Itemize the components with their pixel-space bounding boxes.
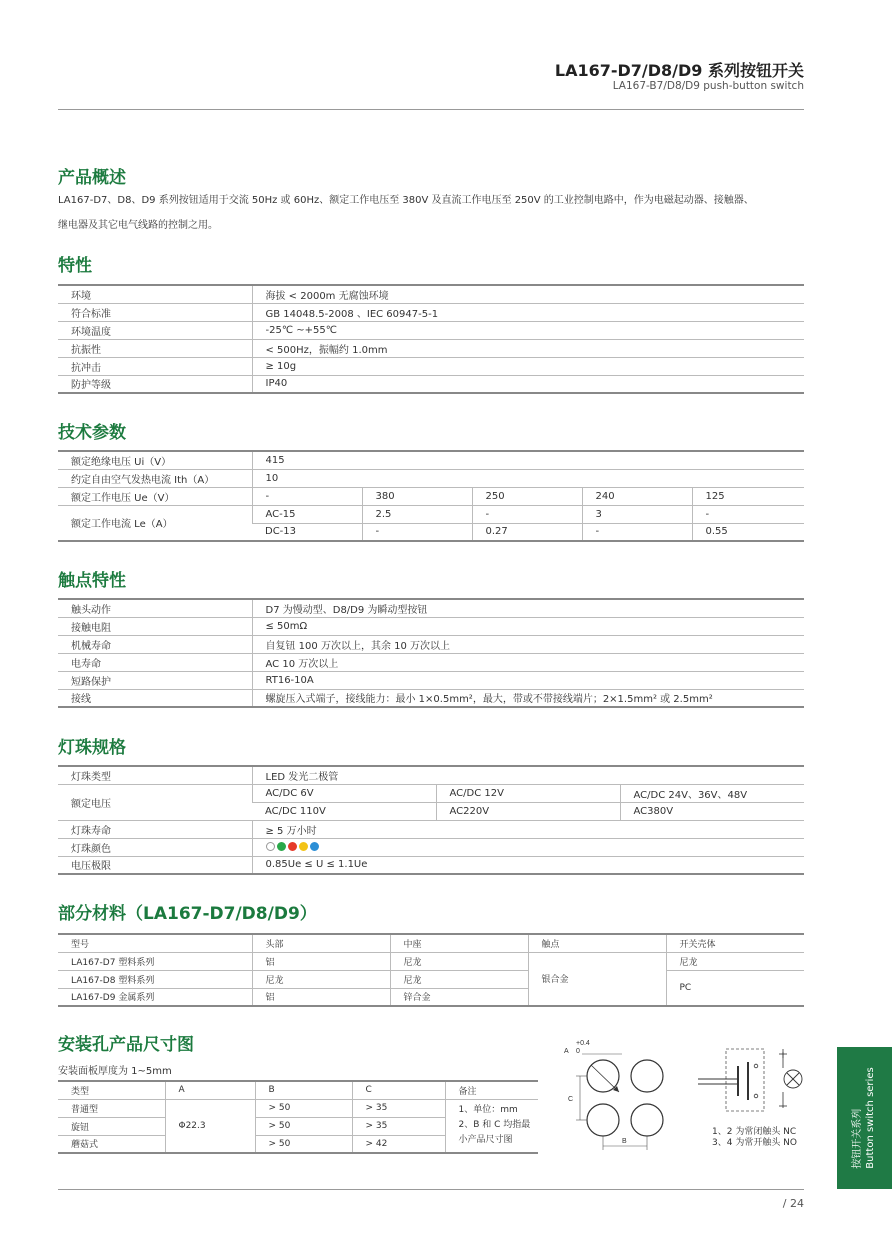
row-label: 额定工作电流 Le（A） xyxy=(58,505,252,541)
table-cell: > 50 xyxy=(255,1099,352,1117)
hole-circle xyxy=(587,1104,619,1136)
nc-note: 1、2 为常闭触头 NC xyxy=(712,1127,797,1137)
table-cell: LA167-D7 塑料系列 xyxy=(58,952,252,970)
mount-table xyxy=(58,1080,538,1154)
row-value: GB 14048.5-2008 、IEC 60947-5-1 xyxy=(252,303,804,321)
table-cell: LA167-D8 塑料系列 xyxy=(58,970,252,988)
color-swatch-group xyxy=(266,842,319,851)
table-row xyxy=(58,970,804,988)
table-row xyxy=(58,321,804,339)
table-cell: PC xyxy=(666,970,804,1006)
mount-subtitle: 安装面板厚度为 1~5mm xyxy=(58,1066,172,1077)
row-label: 机械寿命 xyxy=(58,635,252,653)
column-header: 中座 xyxy=(390,934,528,952)
row-value: ≥ 5 万小时 xyxy=(252,820,804,838)
table-cell: AC/DC 110V xyxy=(252,802,436,820)
table-row xyxy=(58,599,804,617)
row-label: 灯珠类型 xyxy=(58,766,252,784)
dim-tolerance-bottom: 0 xyxy=(576,1048,580,1055)
column-header: 型号 xyxy=(58,934,252,952)
row-label: 抗冲击 xyxy=(58,357,252,375)
dim-label-a: A xyxy=(564,1048,569,1055)
lamp-table xyxy=(58,765,804,875)
table-row xyxy=(58,952,804,970)
table-cell: - xyxy=(252,487,362,505)
column-header: C xyxy=(352,1081,445,1099)
table-cell: - xyxy=(582,523,692,541)
mount-heading: 安装孔产品尺寸图 xyxy=(58,1035,194,1055)
table-cell: 普通型 xyxy=(58,1099,165,1117)
table-cell: AC/DC 12V xyxy=(436,784,620,802)
table-cell: > 35 xyxy=(352,1117,445,1135)
table-cell: 尼龙 xyxy=(390,970,528,988)
header-divider xyxy=(58,109,804,110)
table-row xyxy=(58,784,804,802)
row-value: ≥ 10g xyxy=(252,357,804,375)
row-label: 额定电压 xyxy=(58,784,252,820)
row-value: IP40 xyxy=(252,375,804,393)
table-row xyxy=(58,1099,538,1117)
row-label: 触头动作 xyxy=(58,599,252,617)
table-cell: 尼龙 xyxy=(390,952,528,970)
column-header: 类型 xyxy=(58,1081,165,1099)
table-row xyxy=(58,375,804,393)
column-header: 头部 xyxy=(252,934,390,952)
table-cell: > 50 xyxy=(255,1135,352,1153)
color-dot xyxy=(299,842,308,851)
color-dot xyxy=(266,842,275,851)
table-row xyxy=(58,357,804,375)
row-value: D7 为慢动型、D8/D9 为瞬动型按钮 xyxy=(252,599,804,617)
table-cell: 240 xyxy=(582,487,692,505)
color-dot xyxy=(310,842,319,851)
side-tab-line-1: 按钮开关系列 xyxy=(852,1108,863,1169)
table-cell: 铝 xyxy=(252,988,390,1006)
table-row xyxy=(58,339,804,357)
side-tab-label xyxy=(851,1067,877,1168)
row-label: 抗振性 xyxy=(58,339,252,357)
table-row xyxy=(58,635,804,653)
color-dot xyxy=(288,842,297,851)
row-label: 环境温度 xyxy=(58,321,252,339)
characteristics-table xyxy=(58,284,804,394)
column-header: B xyxy=(255,1081,352,1099)
column-header: 触点 xyxy=(528,934,666,952)
row-label: 短路保护 xyxy=(58,671,252,689)
hole-circle xyxy=(631,1060,663,1092)
table-row xyxy=(58,1081,538,1099)
table-row xyxy=(58,617,804,635)
row-label: 灯珠颜色 xyxy=(58,838,252,856)
table-row xyxy=(58,671,804,689)
table-row xyxy=(58,469,804,487)
row-label: 电压极限 xyxy=(58,856,252,874)
table-cell: 尼龙 xyxy=(666,952,804,970)
table-row xyxy=(58,505,804,523)
table-cell: 银合金 xyxy=(528,952,666,1006)
overview-line-1: LA167-D7、D8、D9 系列按钮适用于交流 50Hz 或 60Hz、额定工作电压至 380V 及直流工作电压至 250V 的工业控制电路中，作为电磁起动器、接触器、 xyxy=(58,195,754,206)
row-value: 螺旋压入式端子，接线能力：最小 1×0.5mm²，最大，带或不带接线端片；2×1.5mm² 或 2.5mm² xyxy=(252,689,804,707)
header-subtitle: LA167-B7/D8/D9 push-button switch xyxy=(612,80,804,92)
row-value: 10 xyxy=(252,469,804,487)
table-cell: > 50 xyxy=(255,1117,352,1135)
overview-text xyxy=(58,188,808,238)
table-cell: 尼龙 xyxy=(252,970,390,988)
row-value: 415 xyxy=(252,451,804,469)
table-cell: AC220V xyxy=(436,802,620,820)
table-cell: 锌合金 xyxy=(390,988,528,1006)
row-value: 0.85Ue ≤ U ≤ 1.1Ue xyxy=(252,856,804,874)
mounting-hole-drawing xyxy=(556,1034,676,1159)
characteristics-heading: 特性 xyxy=(58,256,92,276)
table-cell: - xyxy=(472,505,582,523)
row-value: ≤ 50mΩ xyxy=(252,617,804,635)
table-cell: AC380V xyxy=(620,802,804,820)
table-row xyxy=(58,487,804,505)
no-note: 3、4 为常开触头 NO xyxy=(712,1138,797,1148)
dim-label-c: C xyxy=(568,1096,574,1103)
table-cell: 125 xyxy=(692,487,804,505)
table-row xyxy=(58,451,804,469)
table-cell: - xyxy=(692,505,804,523)
row-label: 防护等级 xyxy=(58,375,252,393)
hole-circle xyxy=(631,1104,663,1136)
note-line: 2、B 和 C 均指最 xyxy=(458,1120,531,1131)
page-number: / 24 xyxy=(782,1197,804,1210)
table-row xyxy=(58,766,804,784)
column-header: 备注 xyxy=(445,1081,538,1099)
note-line: 1、单位：mm xyxy=(458,1105,518,1116)
contact-circuit-symbol xyxy=(698,1044,810,1120)
row-value: RT16-10A xyxy=(252,671,804,689)
table-row xyxy=(58,838,804,856)
overview-heading: 产品概述 xyxy=(58,168,126,188)
row-label: 电寿命 xyxy=(58,653,252,671)
table-cell: > 42 xyxy=(352,1135,445,1153)
notes-cell xyxy=(445,1099,538,1153)
table-cell: 380 xyxy=(362,487,472,505)
dim-tolerance-top: +0.4 xyxy=(576,1040,590,1047)
table-cell: AC/DC 6V xyxy=(252,784,436,802)
row-value: LED 发光二极管 xyxy=(252,766,804,784)
contact-table xyxy=(58,598,804,708)
table-cell: 0.27 xyxy=(472,523,582,541)
lamp-color-swatches xyxy=(252,838,804,856)
materials-table xyxy=(58,933,804,1007)
table-cell: 铝 xyxy=(252,952,390,970)
column-header: 开关壳体 xyxy=(666,934,804,952)
lamp-heading: 灯珠规格 xyxy=(58,738,126,758)
tech-table xyxy=(58,450,804,542)
overview-line-2: 继电器及其它电气线路的控制之用。 xyxy=(58,220,218,231)
table-row xyxy=(58,820,804,838)
table-cell: 旋钮 xyxy=(58,1117,165,1135)
table-cell: > 35 xyxy=(352,1099,445,1117)
tech-heading: 技术参数 xyxy=(58,423,126,443)
table-cell: 2.5 xyxy=(362,505,472,523)
footer-divider xyxy=(58,1189,804,1190)
table-cell: AC-15 xyxy=(252,505,362,523)
row-value: AC 10 万次以上 xyxy=(252,653,804,671)
row-value: 海拔 < 2000m 无腐蚀环境 xyxy=(252,285,804,303)
row-label: 灯珠寿命 xyxy=(58,820,252,838)
row-label: 额定工作电压 Ue（V） xyxy=(58,487,252,505)
row-label: 符合标准 xyxy=(58,303,252,321)
table-cell: DC-13 xyxy=(252,523,362,541)
table-row xyxy=(58,689,804,707)
table-cell: 250 xyxy=(472,487,582,505)
row-label: 接线 xyxy=(58,689,252,707)
table-row xyxy=(58,856,804,874)
row-value: 自复钮 100 万次以上，其余 10 万次以上 xyxy=(252,635,804,653)
row-value: < 500Hz，振幅约 1.0mm xyxy=(252,339,804,357)
note-line: 小产品尺寸图 xyxy=(458,1135,513,1146)
dim-label-b: B xyxy=(622,1138,627,1145)
row-label: 环境 xyxy=(58,285,252,303)
row-value: -25℃ ~+55℃ xyxy=(252,321,804,339)
table-cell: 蘑菇式 xyxy=(58,1135,165,1153)
table-cell: 3 xyxy=(582,505,692,523)
side-tab-line-2: Button switch series xyxy=(865,1067,876,1169)
table-cell: Φ22.3 xyxy=(165,1099,255,1153)
table-row xyxy=(58,303,804,321)
materials-heading: 部分材料（LA167-D7/D8/D9） xyxy=(58,904,317,924)
contact-heading: 触点特性 xyxy=(58,571,126,591)
table-row xyxy=(58,653,804,671)
table-cell: LA167-D9 金属系列 xyxy=(58,988,252,1006)
color-dot xyxy=(277,842,286,851)
row-label: 约定自由空气发热电流 Ith（A） xyxy=(58,469,252,487)
table-cell: 0.55 xyxy=(692,523,804,541)
table-row xyxy=(58,285,804,303)
table-row xyxy=(58,934,804,952)
table-cell: - xyxy=(362,523,472,541)
table-cell: AC/DC 24V、36V、48V xyxy=(620,784,804,802)
row-label: 额定绝缘电压 Ui（V） xyxy=(58,451,252,469)
column-header: A xyxy=(165,1081,255,1099)
row-label: 接触电阻 xyxy=(58,617,252,635)
header-title: LA167-D7/D8/D9 系列按钮开关 xyxy=(554,61,804,80)
